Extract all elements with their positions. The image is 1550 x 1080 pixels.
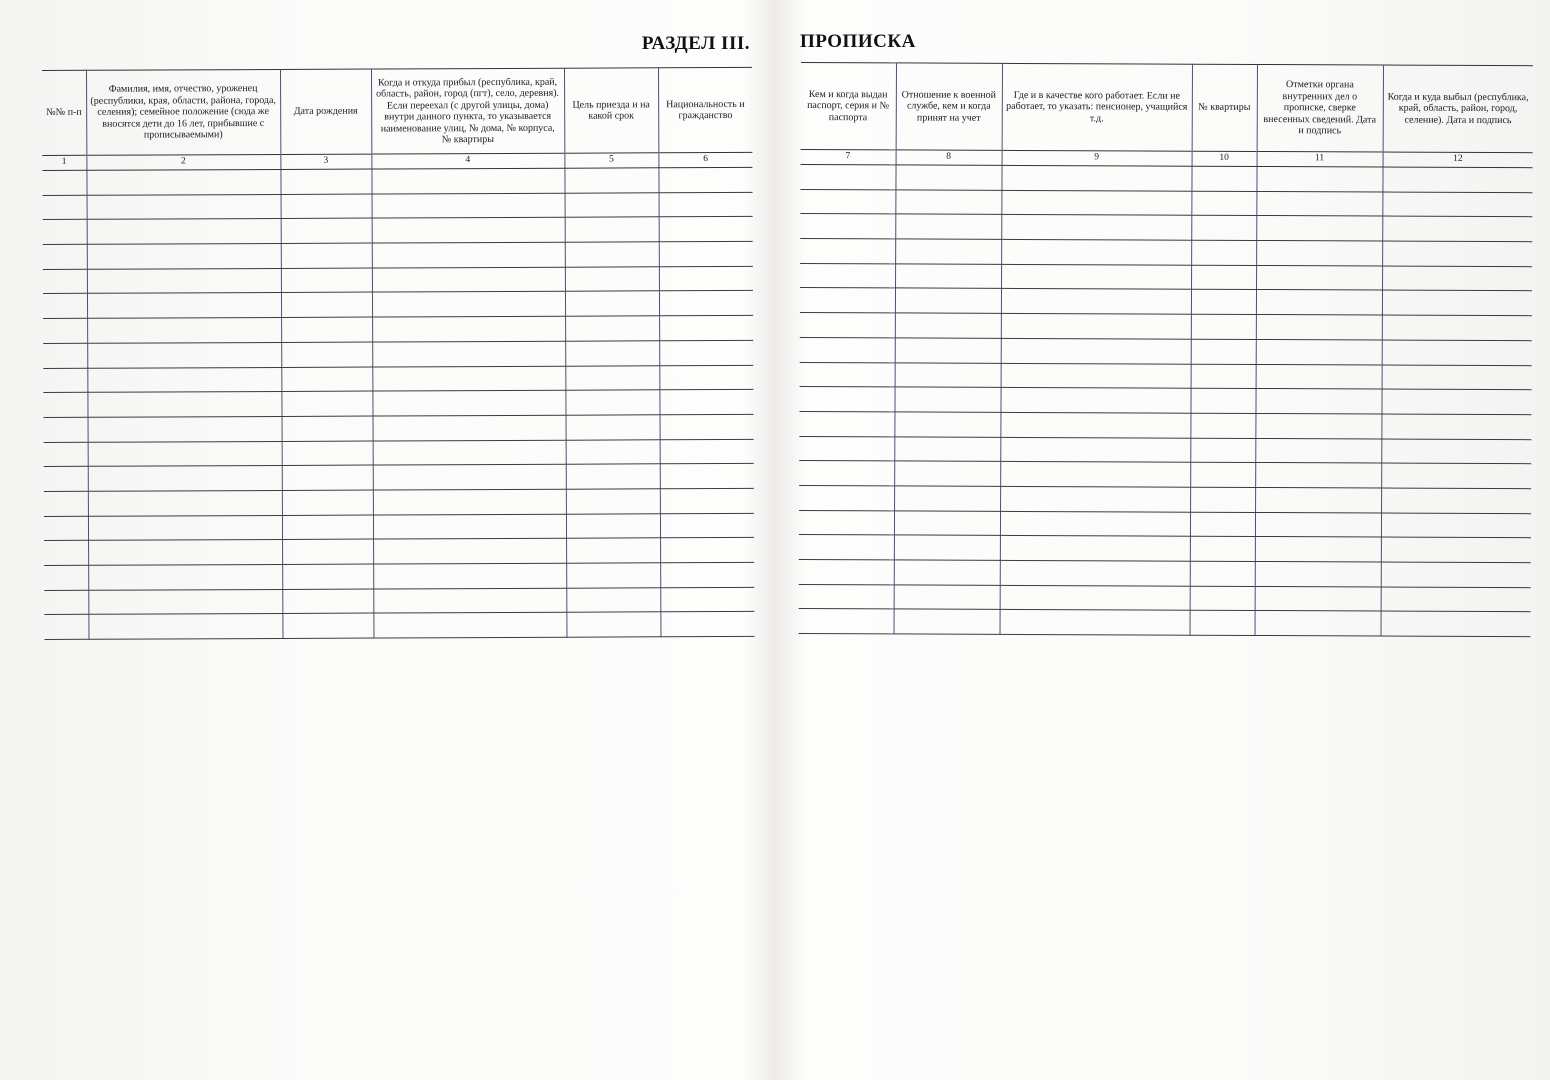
ledger-cell	[281, 268, 372, 293]
ledger-row	[43, 266, 753, 294]
ledger-cell	[372, 366, 565, 392]
ledger-cell	[1256, 315, 1382, 340]
ledger-cell	[895, 239, 1001, 264]
column-header-row-number: №№ п-п	[42, 70, 86, 155]
column-header-passport: Кем и когда выдан паспорт, серия и № паспорта	[801, 62, 896, 149]
ledger-cell	[894, 412, 1000, 437]
ledger-cell	[372, 242, 565, 268]
ledger-cell	[659, 340, 753, 365]
ledger-cell	[894, 511, 1000, 536]
ledger-cell	[1256, 191, 1382, 216]
ledger-cell	[895, 165, 1001, 190]
ledger-cell	[1000, 511, 1190, 537]
ledger-cell	[1255, 389, 1381, 414]
ledger-row	[799, 559, 1531, 587]
ledger-cell	[660, 464, 754, 489]
ledger-cell	[1256, 265, 1382, 290]
ledger-cell	[282, 490, 373, 515]
ledger-cell	[1190, 413, 1255, 438]
ledger-row	[44, 612, 754, 640]
ledger-cell	[1191, 216, 1256, 241]
ledger-cell	[373, 440, 566, 466]
ledger-cell	[1000, 536, 1190, 562]
ledger-cell	[566, 612, 660, 637]
ledger-cell	[1381, 537, 1531, 562]
ledger-cell	[1191, 265, 1256, 290]
ledger-cell	[1255, 512, 1381, 537]
ledger-cell	[373, 464, 566, 490]
ledger-cell	[659, 365, 753, 390]
ledger-cell	[800, 337, 895, 362]
ledger-cell	[660, 562, 754, 587]
ledger-row	[799, 510, 1531, 538]
ledger-cell	[566, 587, 660, 612]
ledger-cell	[1001, 165, 1191, 191]
ledger-cell	[43, 269, 87, 294]
ledger-cell	[565, 291, 659, 316]
ledger-row	[43, 316, 753, 344]
ledger-cell	[43, 392, 87, 417]
ledger-cell	[282, 539, 373, 564]
column-header-military-service: Отношение к военной службе, кем и когда принят на учет	[896, 63, 1002, 150]
column-header-arrival: Когда и откуда прибыл (республика, край, область, район, город (пгт), село, деревня). Если переехал (с другой улицы, дома) внутри данного пункта, то указывается наименование улиц, № дома, № корпуса, № квартиры	[371, 68, 564, 154]
ledger-cell	[894, 585, 1000, 610]
column-number: 4	[371, 153, 564, 169]
ledger-cell	[1256, 364, 1382, 389]
ledger-cell	[282, 613, 373, 638]
ledger-cell	[660, 439, 754, 464]
ledger-cell	[1382, 290, 1532, 315]
ledger-row	[800, 313, 1532, 341]
ledger-cell	[1190, 561, 1255, 586]
column-header-purpose: Цель приезда и на какой срок	[564, 68, 658, 153]
ledger-cell	[1000, 388, 1190, 414]
ledger-cell	[373, 489, 566, 515]
ledger-cell	[44, 615, 88, 640]
ledger-cell	[280, 169, 371, 194]
ledger-cell	[281, 367, 372, 392]
ledger-cell	[659, 390, 753, 415]
ledger-cell	[1255, 586, 1381, 611]
column-number: 5	[564, 153, 658, 168]
ledger-cell	[44, 442, 88, 467]
ledger-cell	[1382, 167, 1532, 192]
header-row	[42, 67, 752, 155]
ledger-cell	[372, 341, 565, 367]
ledger-cell	[43, 368, 87, 393]
ledger-cell	[281, 292, 372, 317]
ledger-row	[44, 414, 754, 442]
ledger-cell	[895, 313, 1001, 338]
ledger-cell	[1190, 462, 1255, 487]
registration-ledger-left	[42, 67, 754, 640]
ledger-cell	[660, 513, 754, 538]
ledger-cell	[88, 564, 282, 590]
ledger-cell	[1000, 560, 1190, 586]
ledger-row	[43, 241, 753, 269]
ledger-cell	[88, 614, 282, 640]
ledger-cell	[44, 590, 88, 615]
ledger-cell	[566, 415, 660, 440]
ledger-cell	[799, 510, 894, 535]
ledger-row	[800, 164, 1532, 192]
ledger-cell	[894, 461, 1000, 486]
ledger-cell	[1190, 438, 1255, 463]
ledger-cell	[372, 193, 565, 219]
ledger-cell	[1001, 363, 1191, 389]
ledger-cell	[659, 291, 753, 316]
column-number: 11	[1257, 151, 1383, 167]
ledger-cell	[281, 194, 372, 219]
ledger-row	[800, 214, 1532, 242]
ledger-cell	[1191, 290, 1256, 315]
ledger-cell	[282, 465, 373, 490]
ledger-cell	[1256, 166, 1382, 191]
ledger-row	[799, 609, 1531, 637]
ledger-cell	[1255, 611, 1381, 636]
ledger-cell	[1000, 462, 1190, 488]
ledger-cell	[1000, 610, 1190, 636]
ledger-row	[44, 587, 754, 615]
ledger-cell	[659, 266, 753, 291]
ledger-cell	[372, 316, 565, 342]
ledger-cell	[566, 513, 660, 538]
ledger-cell	[565, 217, 659, 242]
column-number: 3	[280, 154, 371, 169]
ledger-cell	[43, 220, 87, 245]
ledger-cell	[372, 390, 565, 416]
ledger-cell	[566, 439, 660, 464]
ledger-row	[43, 217, 753, 245]
ledger-cell	[1381, 513, 1531, 538]
ledger-row	[799, 535, 1531, 563]
ledger-cell	[1381, 463, 1531, 488]
ledger-cell	[1191, 364, 1256, 389]
ledger-cell	[799, 535, 894, 560]
ledger-cell	[1382, 340, 1532, 365]
ledger-cell	[88, 589, 282, 615]
ledger-cell	[895, 288, 1001, 313]
ledger-cell	[894, 436, 1000, 461]
ledger-cell	[43, 343, 87, 368]
ledger-cell	[87, 219, 281, 245]
ledger-cell	[372, 292, 565, 318]
ledger-cell	[1256, 290, 1382, 315]
ledger-cell	[1191, 314, 1256, 339]
ledger-cell	[88, 540, 282, 566]
ledger-cell	[1381, 562, 1531, 587]
ledger-cell	[87, 293, 281, 319]
ledger-cell	[87, 392, 281, 418]
ledger-row	[800, 362, 1532, 390]
ledger-row	[799, 387, 1531, 415]
section-title: ПРОПИСКА	[800, 31, 916, 52]
ledger-cell	[1000, 412, 1190, 438]
ledger-row	[800, 189, 1532, 217]
ledger-cell	[44, 467, 88, 492]
column-number: 6	[658, 152, 752, 167]
ledger-cell	[372, 218, 565, 244]
ledger-cell	[895, 362, 1001, 387]
ledger-cell	[894, 387, 1000, 412]
ledger-cell	[564, 168, 658, 193]
ledger-row	[44, 562, 754, 590]
ledger-cell	[282, 564, 373, 589]
ledger-cell	[44, 417, 88, 442]
ledger-cell	[87, 268, 281, 294]
ledger-cell	[1001, 215, 1191, 241]
ledger-cell	[566, 538, 660, 563]
ledger-cell	[1255, 561, 1381, 586]
ledger-row	[42, 167, 752, 195]
ledger-cell	[1256, 216, 1382, 241]
ledger-cell	[659, 241, 753, 266]
ledger-cell	[565, 341, 659, 366]
ledger-cell	[87, 318, 281, 344]
ledger-row	[800, 288, 1532, 316]
ledger-cell	[88, 441, 282, 467]
ledger-cell	[565, 390, 659, 415]
column-number: 9	[1002, 150, 1192, 166]
ledger-cell	[1190, 611, 1255, 636]
ledger-row	[799, 485, 1531, 513]
column-number: 7	[801, 149, 896, 164]
column-number: 2	[86, 154, 280, 170]
ledger-cell	[799, 461, 894, 486]
ledger-cell	[660, 488, 754, 513]
ledger-cell	[1191, 339, 1256, 364]
ledger-cell	[1382, 241, 1532, 266]
ledger-cell	[658, 167, 752, 192]
ledger-row	[43, 390, 753, 418]
ledger-cell	[1000, 437, 1190, 463]
ledger-cell	[373, 539, 566, 565]
ledger-cell	[565, 267, 659, 292]
ledger-cell	[659, 192, 753, 217]
column-number: 1	[42, 155, 86, 170]
ledger-cell	[1382, 315, 1532, 340]
column-number: 12	[1383, 152, 1533, 168]
ledger-cell	[44, 491, 88, 516]
ledger-cell	[1255, 413, 1381, 438]
ledger-cell	[566, 489, 660, 514]
column-header-workplace: Где и в качестве кого работает. Если не работает, то указать: пенсионер, учащийся т.д.	[1002, 63, 1192, 151]
ledger-cell	[800, 362, 895, 387]
ledger-cell	[800, 263, 895, 288]
column-header-police-marks: Отметки органа внутренних дел о прописке, сверке внесенных сведений. Дата и подпись	[1257, 64, 1383, 152]
ledger-row	[43, 340, 753, 368]
ledger-cell	[894, 535, 1000, 560]
ledger-cell	[373, 563, 566, 589]
ledger-cell	[799, 485, 894, 510]
ledger-cell	[88, 416, 282, 442]
ledger-cell	[1382, 216, 1532, 241]
ledger-cell	[87, 342, 281, 368]
ledger-cell	[1190, 586, 1255, 611]
ledger-row	[799, 411, 1531, 439]
ledger-cell	[281, 317, 372, 342]
ledger-cell	[660, 587, 754, 612]
ledger-cell	[44, 541, 88, 566]
ledger-cell	[44, 516, 88, 541]
ledger-cell	[86, 169, 280, 195]
column-header-nationality: Национальность и гражданство	[658, 67, 752, 152]
ledger-cell	[565, 316, 659, 341]
ledger-cell	[373, 588, 566, 614]
ledger-cell	[1381, 414, 1531, 439]
ledger-row	[43, 291, 753, 319]
ledger-cell	[1381, 488, 1531, 513]
section-title: РАЗДЕЛ III.	[641, 33, 750, 54]
ledger-cell	[894, 609, 1000, 634]
ledger-cell	[1001, 190, 1191, 216]
ledger-cell	[1255, 487, 1381, 512]
header-row	[801, 62, 1533, 152]
ledger-cell	[895, 190, 1001, 215]
ledger-cell	[88, 490, 282, 516]
ledger-row	[44, 513, 754, 541]
ledger-cell	[43, 195, 87, 220]
ledger-cell	[1190, 388, 1255, 413]
ledger-cell	[43, 318, 87, 343]
ledger-cell	[282, 416, 373, 441]
ledger-cell	[44, 565, 88, 590]
ledger-cell	[88, 466, 282, 492]
column-number: 8	[896, 150, 1002, 165]
ledger-row	[43, 192, 753, 220]
ledger-cell	[1001, 264, 1191, 290]
ledger-cell	[565, 192, 659, 217]
ledger-cell	[88, 515, 282, 541]
ledger-cell	[1000, 486, 1190, 512]
ledger-cell	[895, 338, 1001, 363]
column-header-full-name: Фамилия, имя, отчество, уроженец (республики, края, области, района, города, селения); семейное положение (сюда же вносятся дети до 16 лет, прибывшие с прописываемыми)	[86, 69, 280, 155]
ledger-cell	[800, 164, 895, 189]
ledger-cell	[799, 436, 894, 461]
ledger-cell	[660, 538, 754, 563]
ledger-cell	[800, 239, 895, 264]
ledger-cell	[43, 294, 87, 319]
ledger-cell	[659, 316, 753, 341]
ledger-row	[44, 488, 754, 516]
ledger-row	[800, 337, 1532, 365]
column-header-apartment-number: № квартиры	[1192, 64, 1257, 151]
ledger-cell	[1255, 463, 1381, 488]
ledger-cell	[799, 411, 894, 436]
ledger-cell	[373, 415, 566, 441]
ledger-cell	[800, 214, 895, 239]
column-header-birth-date: Дата рождения	[280, 69, 371, 154]
ledger-cell	[43, 244, 87, 269]
ledger-row	[44, 439, 754, 467]
ledger-cell	[1382, 266, 1532, 291]
ledger-cell	[1381, 611, 1531, 636]
ledger-cell	[1381, 439, 1531, 464]
ledger-cell	[799, 584, 894, 609]
ledger-cell	[895, 264, 1001, 289]
ledger-cell	[87, 367, 281, 393]
ledger-cell	[1255, 438, 1381, 463]
ledger-cell	[1256, 339, 1382, 364]
ledger-cell	[566, 464, 660, 489]
ledger-cell	[1381, 389, 1531, 414]
ledger-cell	[282, 441, 373, 466]
ledger-cell	[799, 609, 894, 634]
ledger-row	[44, 464, 754, 492]
ledger-cell	[281, 243, 372, 268]
ledger-cell	[373, 514, 566, 540]
ledger-row	[43, 365, 753, 393]
ledger-cell	[1000, 585, 1190, 611]
ledger-cell	[87, 244, 281, 270]
ledger-cell	[565, 365, 659, 390]
ledger-cell	[1191, 191, 1256, 216]
ledger-cell	[281, 342, 372, 367]
ledger-cell	[1190, 487, 1255, 512]
ledger-cell	[1001, 313, 1191, 339]
ledger-cell	[1001, 338, 1191, 364]
ledger-cell	[566, 563, 660, 588]
ledger-row	[799, 436, 1531, 464]
ledger-cell	[1191, 240, 1256, 265]
ledger-cell	[894, 486, 1000, 511]
ledger-cell	[1256, 241, 1382, 266]
ledger-row	[799, 584, 1531, 612]
column-header-departure: Когда и куда выбыл (республика, край, область, район, город, селение). Дата и подпись	[1383, 65, 1533, 153]
ledger-cell	[372, 267, 565, 293]
ledger-cell	[1255, 537, 1381, 562]
ledger-cell	[282, 515, 373, 540]
column-number: 10	[1192, 151, 1257, 166]
ledger-cell	[1382, 192, 1532, 217]
ledger-cell	[371, 168, 564, 194]
ledger-row	[800, 239, 1532, 267]
ledger-cell	[659, 217, 753, 242]
ledger-cell	[1381, 587, 1531, 612]
ledger-cell	[1382, 365, 1532, 390]
ledger-cell	[281, 218, 372, 243]
ledger-cell	[1001, 289, 1191, 315]
ledger-cell	[42, 170, 86, 195]
ledger-cell	[282, 589, 373, 614]
ledger-cell	[373, 613, 566, 639]
ledger-row	[799, 461, 1531, 489]
ledger-cell	[800, 313, 895, 338]
ledger-cell	[660, 612, 754, 637]
ledger-cell	[1190, 537, 1255, 562]
ledger-cell	[660, 414, 754, 439]
ledger-row	[44, 538, 754, 566]
registration-ledger-right	[799, 62, 1533, 637]
ledger-cell	[800, 288, 895, 313]
ledger-cell	[565, 242, 659, 267]
ledger-cell	[894, 560, 1000, 585]
ledger-cell	[800, 189, 895, 214]
ledger-cell	[799, 387, 894, 412]
ledger-cell	[1001, 239, 1191, 265]
ledger-cell	[87, 194, 281, 220]
ledger-row	[800, 263, 1532, 291]
ledger-cell	[895, 214, 1001, 239]
ledger-cell	[1191, 166, 1256, 191]
right-page	[775, 0, 1550, 1080]
ledger-cell	[281, 391, 372, 416]
ledger-cell	[799, 559, 894, 584]
ledger-cell	[1190, 512, 1255, 537]
